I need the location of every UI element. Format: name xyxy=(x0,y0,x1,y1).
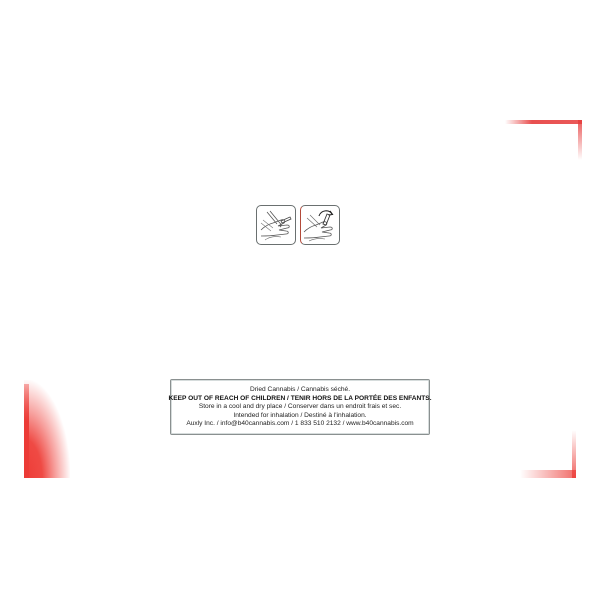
product-type-text: Dried Cannabis / Cannabis séché. xyxy=(249,386,351,394)
hand-lift-tab-icon xyxy=(300,205,340,245)
red-edge-top-right-side xyxy=(578,120,582,160)
red-edge-bottom-right xyxy=(520,470,576,478)
red-edge-left xyxy=(24,384,29,478)
red-edge-top-right xyxy=(505,120,582,124)
red-edge-bottom-right-side xyxy=(572,430,576,478)
red-corner-bottom-left xyxy=(24,380,70,478)
company-contact-text: Auxly Inc. / info@b40cannabis.com / 1 833 510 2132 / www.b40cannabis.com xyxy=(186,420,414,428)
child-warning-text: KEEP OUT OF REACH OF CHILDREN / TENIR HORS DE LA PORTÉE DES ENFANTS. xyxy=(168,394,432,402)
hand-press-tab-icon xyxy=(256,205,296,245)
legal-warning-label xyxy=(170,379,430,435)
storage-text: Store in a cool and dry place / Conserver dans un endroit frais et sec. xyxy=(198,403,402,411)
opening-instructions xyxy=(256,205,342,247)
usage-text: Intended for inhalation / Destiné à l'inhalation. xyxy=(233,411,367,419)
